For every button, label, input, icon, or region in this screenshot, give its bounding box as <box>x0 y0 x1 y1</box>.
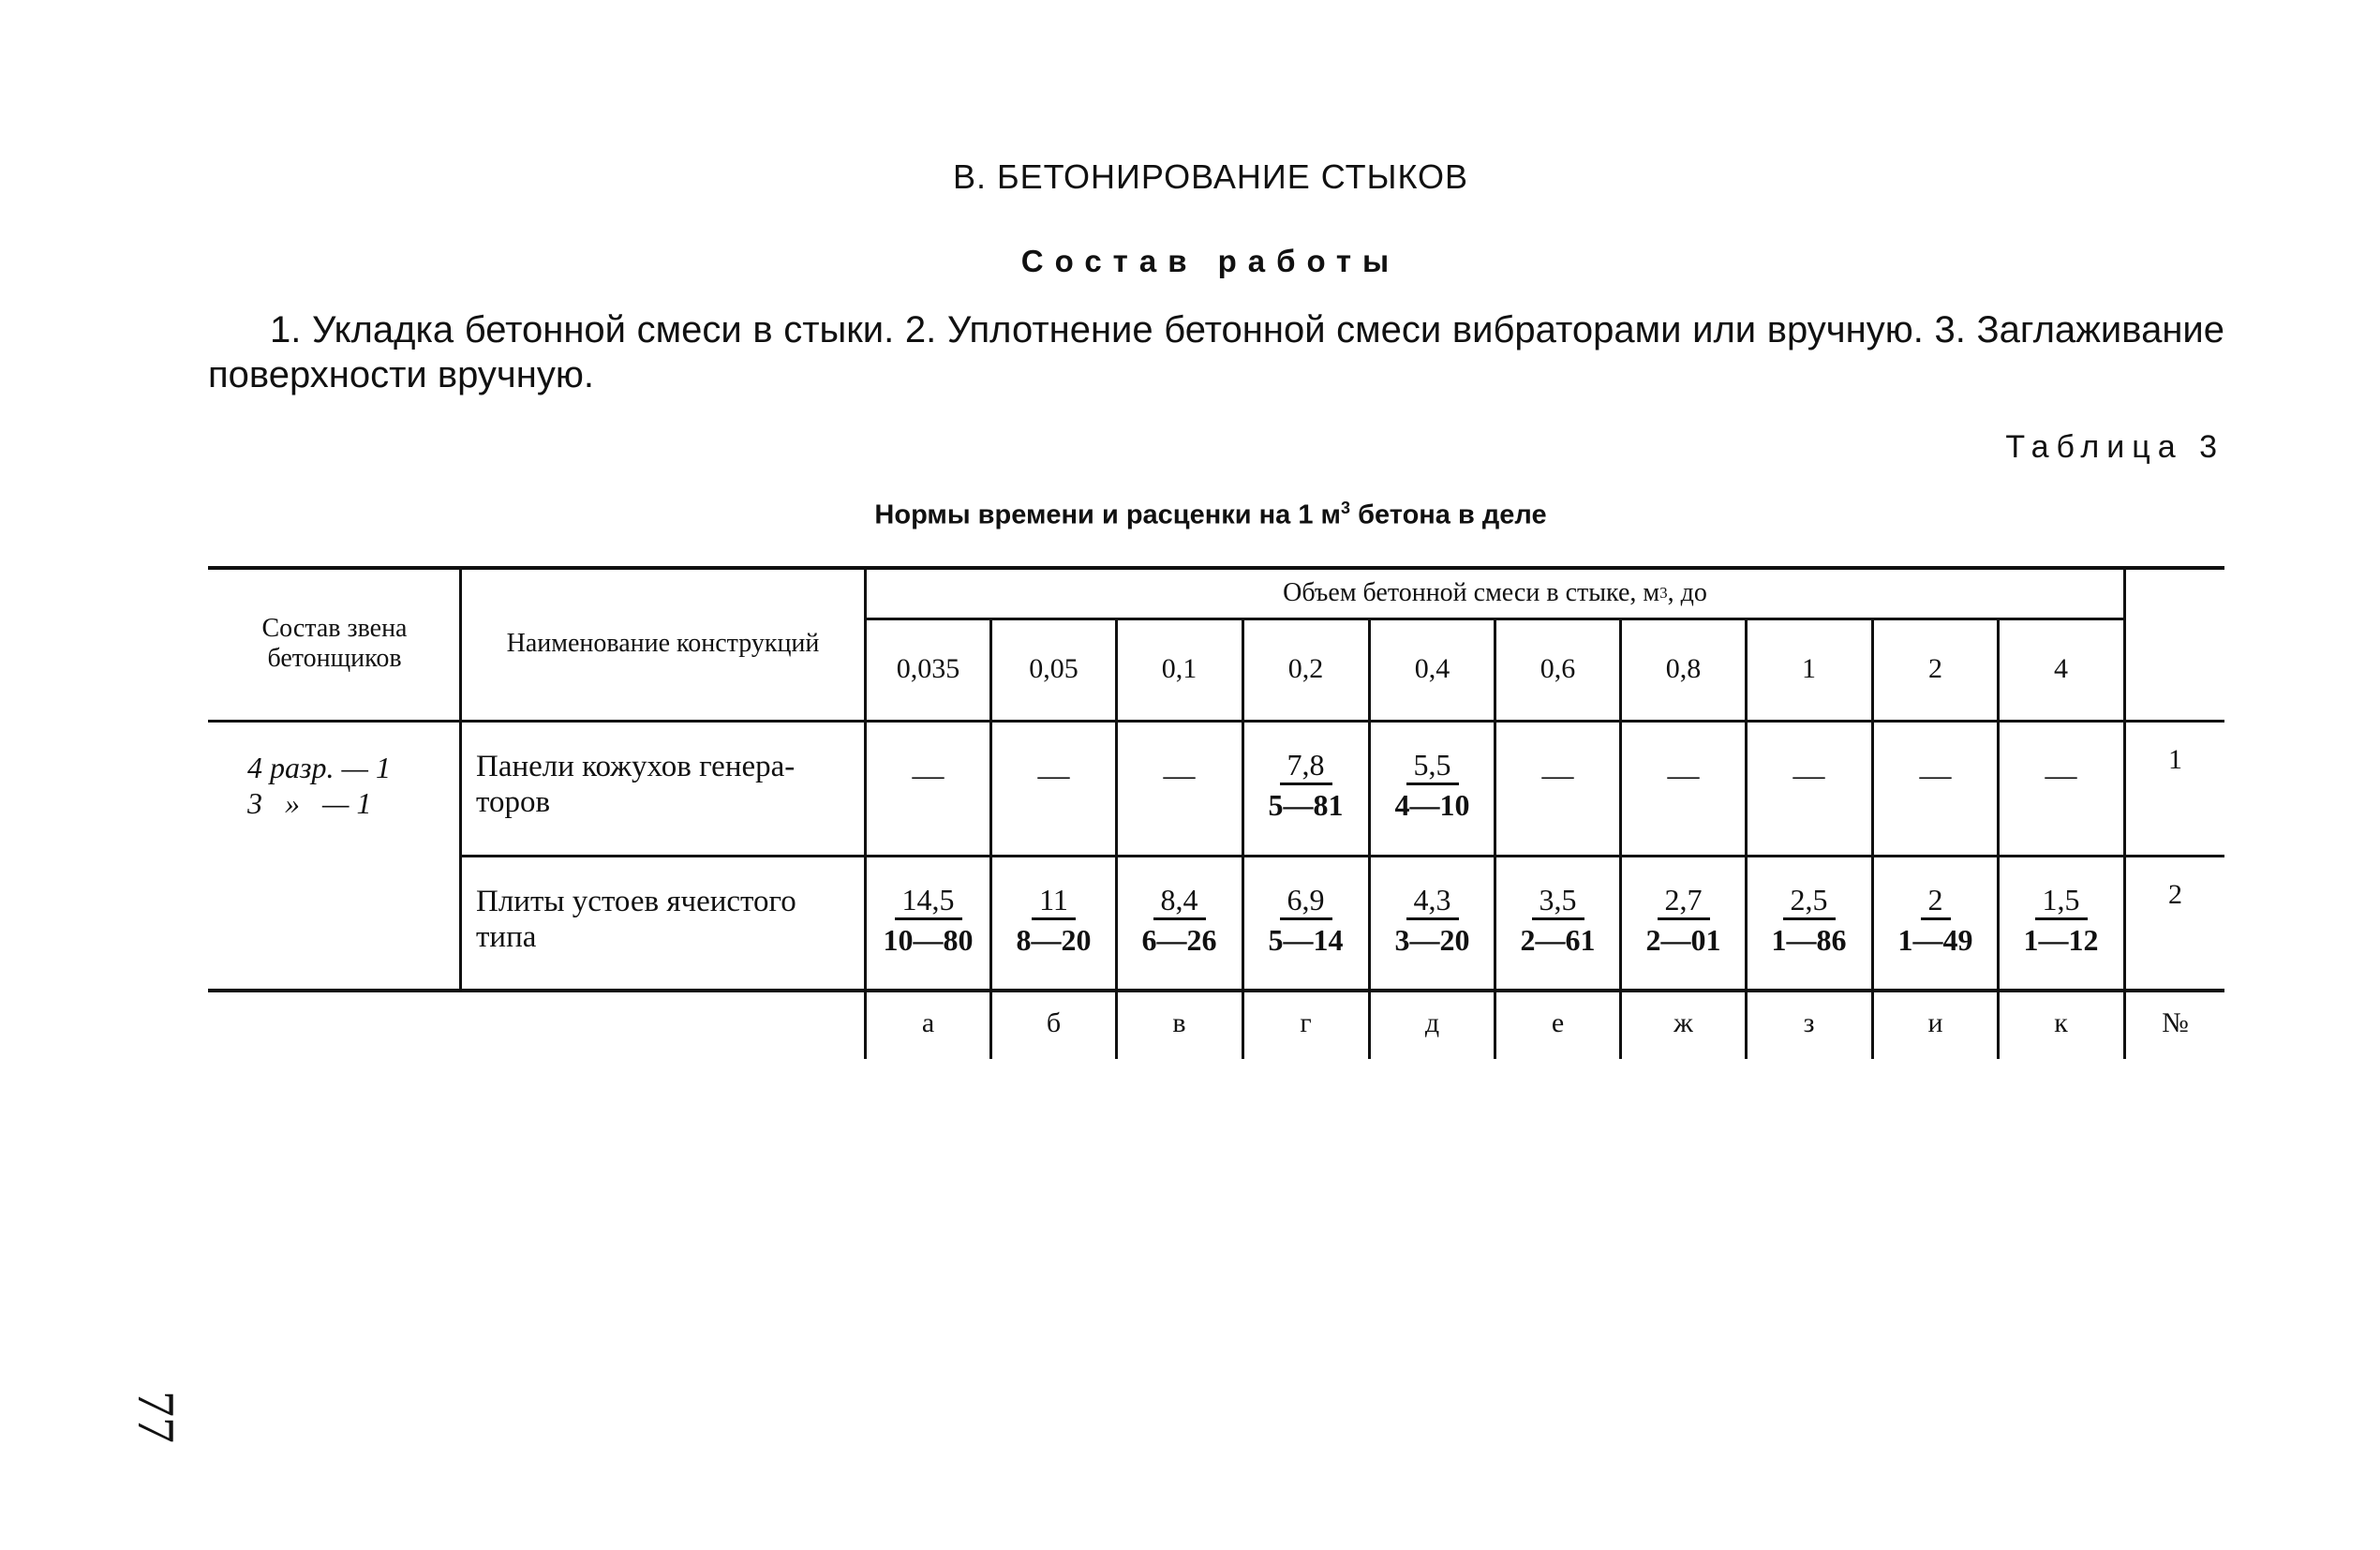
time-norm: 2 <box>1921 882 1951 920</box>
price-rate: 4—10 <box>1394 788 1470 822</box>
time-norm: 14,5 <box>895 882 962 920</box>
table-bottom-rule <box>208 989 2224 992</box>
header-volume <box>867 570 2123 617</box>
price-rate: 5—14 <box>1268 923 1344 957</box>
price-rate: 6—26 <box>1141 923 1217 957</box>
norm-cell <box>1748 867 1870 970</box>
dash-mark: — <box>1163 758 1196 793</box>
price-rate: 5—81 <box>1268 788 1344 822</box>
table-caption-prefix: Нормы времени и расценки на 1 м <box>874 499 1342 530</box>
norm-cell <box>1874 732 1997 835</box>
time-norm: 6,9 <box>1280 882 1332 920</box>
table-caption-suffix: бетона в деле <box>1350 499 1547 530</box>
crew-line: 3 » — 1 <box>247 786 372 820</box>
column-letter: ж <box>1673 1007 1693 1038</box>
time-norm: 11 <box>1032 882 1076 920</box>
column-letter: б <box>1046 1007 1062 1038</box>
col-rule <box>2123 568 2126 1059</box>
time-norm: 3,5 <box>1532 882 1584 920</box>
norm-fraction <box>1263 747 1349 823</box>
price-rate: 2—01 <box>1645 923 1721 957</box>
column-letter: в <box>1172 1007 1186 1038</box>
dash-mark: — <box>912 758 945 793</box>
norm-cell <box>1748 732 1870 835</box>
price-rate: 1—12 <box>2023 923 2099 957</box>
price-rate: 2—61 <box>1520 923 1596 957</box>
column-letter: з <box>1803 1007 1815 1038</box>
time-norm: 2,7 <box>1658 882 1710 920</box>
norm-fraction <box>1011 882 1097 958</box>
norm-cell <box>1244 867 1367 970</box>
volume-header-cell: 1 <box>1802 653 1816 684</box>
volume-header-cell: 0,6 <box>1540 653 1576 684</box>
norm-cell <box>1622 732 1745 835</box>
row-construction-name-line1: Панели кожухов генера- <box>476 750 796 783</box>
norm-cell <box>1622 867 1745 970</box>
norm-fraction <box>1390 882 1476 958</box>
row-construction-name-line1: Плиты устоев ячеистого <box>476 885 796 918</box>
dash-mark: — <box>1919 758 1952 793</box>
norm-cell <box>867 732 989 835</box>
volume-header-cell: 0,1 <box>1161 653 1197 684</box>
norm-cell <box>1244 732 1367 835</box>
norm-cell <box>1118 732 1241 835</box>
price-rate: 8—20 <box>1016 923 1092 957</box>
dash-mark: — <box>1667 758 1700 793</box>
section-title: В. БЕТОНИРОВАНИЕ СТЫКОВ <box>952 157 1469 196</box>
norm-fraction <box>2018 882 2105 958</box>
header-bottom-rule <box>208 720 2224 723</box>
dash-mark: — <box>1792 758 1825 793</box>
norm-cell <box>2000 732 2122 835</box>
row-number: 1 <box>2168 744 2182 775</box>
number-column-label: № <box>2162 1007 2189 1038</box>
norm-cell <box>992 732 1115 835</box>
norm-cell <box>1496 867 1619 970</box>
table-caption <box>0 499 2380 531</box>
norm-fraction <box>1641 882 1727 958</box>
crew-line: 4 разр. — 1 <box>247 751 391 784</box>
volume-header-cell: 0,2 <box>1287 653 1324 684</box>
header-volume-suffix: , до <box>1667 578 1707 607</box>
norm-cell <box>1371 867 1494 970</box>
price-rate: 10—80 <box>883 923 974 957</box>
norm-cell <box>1118 867 1241 970</box>
norm-fraction <box>1137 882 1223 958</box>
header-volume-sup: 3 <box>1659 584 1668 602</box>
column-letter: к <box>2054 1007 2068 1038</box>
volume-header-cell: 2 <box>1928 653 1942 684</box>
row-construction-name-line2: типа <box>476 920 537 954</box>
row-number: 2 <box>2168 879 2182 910</box>
dash-mark: — <box>1541 758 1574 793</box>
price-rate: 1—86 <box>1771 923 1847 957</box>
norm-cell <box>2000 867 2122 970</box>
norm-cell <box>992 867 1115 970</box>
dash-mark: — <box>1037 758 1070 793</box>
norm-fraction <box>1515 882 1601 958</box>
time-norm: 5,5 <box>1406 747 1459 785</box>
norm-fraction <box>878 882 979 958</box>
norm-cell <box>1874 867 1997 970</box>
time-norm: 2,5 <box>1783 882 1836 920</box>
table-label: Таблица 3 <box>2005 429 2224 465</box>
column-letter: и <box>1927 1007 1943 1038</box>
header-volume-prefix: Объем бетонной смеси в стыке, м <box>1283 578 1660 607</box>
time-norm: 4,3 <box>1406 882 1459 920</box>
dash-mark: — <box>2045 758 2077 793</box>
volume-header-cell: 0,4 <box>1414 653 1450 684</box>
price-rate: 1—49 <box>1897 923 1973 957</box>
norm-fraction <box>1263 882 1349 958</box>
column-letter: а <box>921 1007 935 1038</box>
column-letter: е <box>1551 1007 1565 1038</box>
price-rate: 3—20 <box>1394 923 1470 957</box>
column-letter: д <box>1424 1007 1440 1038</box>
page-number: 77 <box>126 1391 185 1443</box>
volume-header-cell: 0,8 <box>1665 653 1702 684</box>
header-construction-name: Наименование конструкций <box>506 629 820 658</box>
column-letter: г <box>1300 1007 1312 1038</box>
header-crew: Состав звена бетонщиков <box>261 614 408 673</box>
volume-header-cell: 4 <box>2054 653 2068 684</box>
norm-cell <box>1371 732 1494 835</box>
time-norm: 7,8 <box>1280 747 1332 785</box>
work-composition-text: 1. Укладка бетонной смеси в стыки. 2. Уплотнение бетонной смеси вибраторами или вручную. 3. Заглаживание поверхности вручную. <box>208 309 2224 395</box>
norm-fraction <box>1766 882 1852 958</box>
row-construction-name-line2: торов <box>476 785 551 819</box>
norm-fraction <box>1893 882 1979 958</box>
time-norm: 8,4 <box>1153 882 1206 920</box>
work-composition-heading: Состав работы <box>1020 244 1401 278</box>
norm-cell <box>1496 732 1619 835</box>
volume-header-cell: 0,035 <box>896 653 960 684</box>
table-caption-sup: 3 <box>1341 499 1351 517</box>
row-separator-rule <box>459 855 2224 857</box>
volume-header-cell: 0,05 <box>1029 653 1078 684</box>
norm-cell <box>867 867 989 970</box>
time-norm: 1,5 <box>2035 882 2088 920</box>
norm-fraction <box>1390 747 1476 823</box>
